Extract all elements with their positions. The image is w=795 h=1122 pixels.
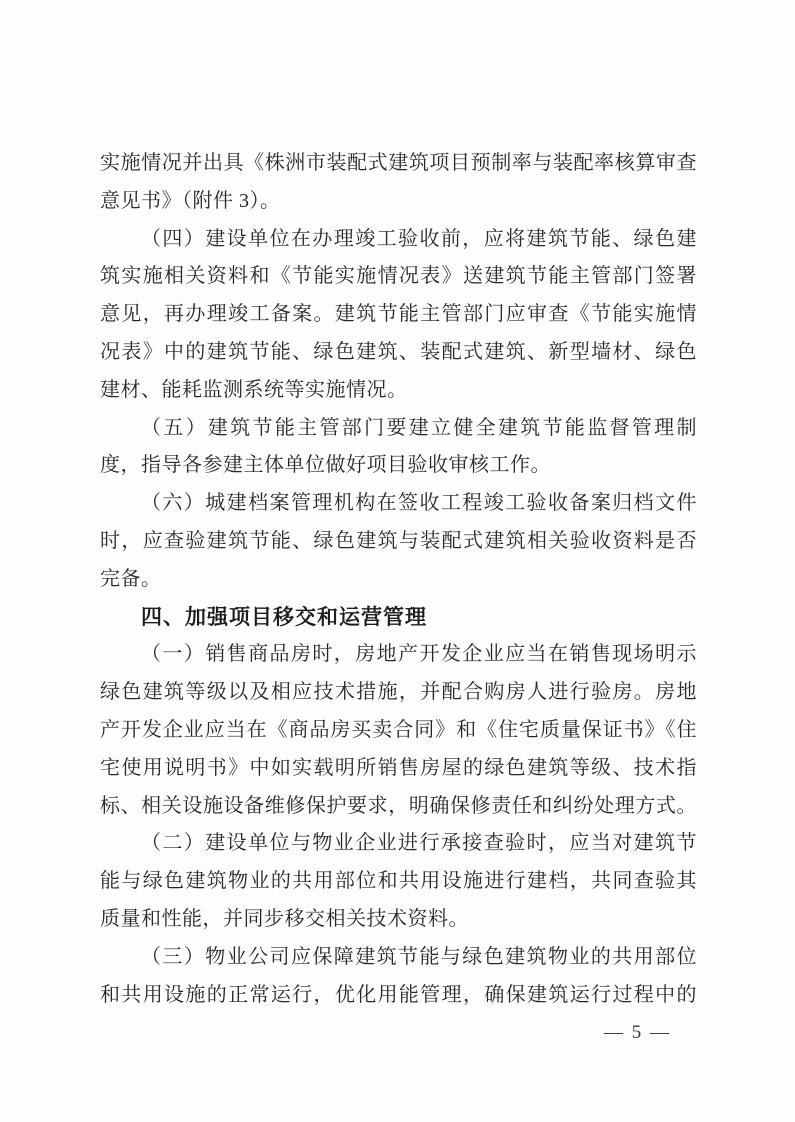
text-line: 况表》中的建筑节能、绿色建筑、装配式建筑、新型墙材、绿色 bbox=[100, 340, 697, 363]
text-line: 实施情况并出具《株洲市装配式建筑项目预制率与装配率核算审查 bbox=[100, 152, 697, 174]
page-number: — 5 — bbox=[604, 1022, 671, 1043]
text-line: （五）建筑节能主管部门要建立健全建筑节能监督管理制 bbox=[141, 416, 697, 439]
text-line: 绿色建筑等级以及相应技术措施，并配合购房人进行验房。房地 bbox=[100, 681, 697, 704]
text-line: 度，指导各参建主体单位做好项目验收审核工作。 bbox=[100, 454, 551, 477]
text-line: （二）建设单位与物业企业进行承接查验时，应当对建筑节 bbox=[141, 832, 697, 855]
section-heading-4: 四、加强项目移交和运营管理 bbox=[141, 605, 427, 629]
text-line: （六）城建档案管理机构在签收工程竣工验收备案归档文件 bbox=[141, 492, 697, 515]
text-line: 筑实施相关资料和《节能实施情况表》送建筑节能主管部门签署 bbox=[100, 265, 697, 288]
text-line: 意见，再办理竣工备案。建筑节能主管部门应审查《节能实施情 bbox=[100, 303, 697, 326]
document-body bbox=[100, 145, 697, 1014]
text-line: 产开发企业应当在《商品房买卖合同》和《住宅质量保证书》《住 bbox=[100, 718, 697, 741]
text-line: 完备。 bbox=[100, 567, 162, 590]
text-line: 能与绿色建筑物业的共用部位和共用设施进行建档，共同查验其 bbox=[100, 870, 697, 893]
text-line: 标、相关设施设备维修保护要求，明确保修责任和纠纷处理方式。 bbox=[100, 794, 697, 817]
text-line: 建材、能耗监测系统等实施情况。 bbox=[100, 378, 408, 401]
text-line: 时，应查验建筑节能、绿色建筑与装配式建筑相关验收资料是否 bbox=[100, 529, 697, 552]
text-line: 和共用设施的正常运行，优化用能管理，确保建筑运行过程中的 bbox=[100, 983, 697, 1006]
text-line: （一）销售商品房时，房地产开发企业应当在销售现场明示 bbox=[141, 643, 697, 666]
text-line: （四）建设单位在办理竣工验收前，应将建筑节能、绿色建 bbox=[141, 227, 697, 250]
text-line: 宅使用说明书》中如实载明所销售房屋的绿色建筑等级、技术指 bbox=[100, 756, 697, 779]
text-line: 意见书》（附件 3）。 bbox=[100, 189, 281, 212]
text-line: 质量和性能，并同步移交相关技术资料。 bbox=[100, 907, 469, 930]
text-line: （三）物业公司应保障建筑节能与绿色建筑物业的共用部位 bbox=[141, 945, 697, 968]
